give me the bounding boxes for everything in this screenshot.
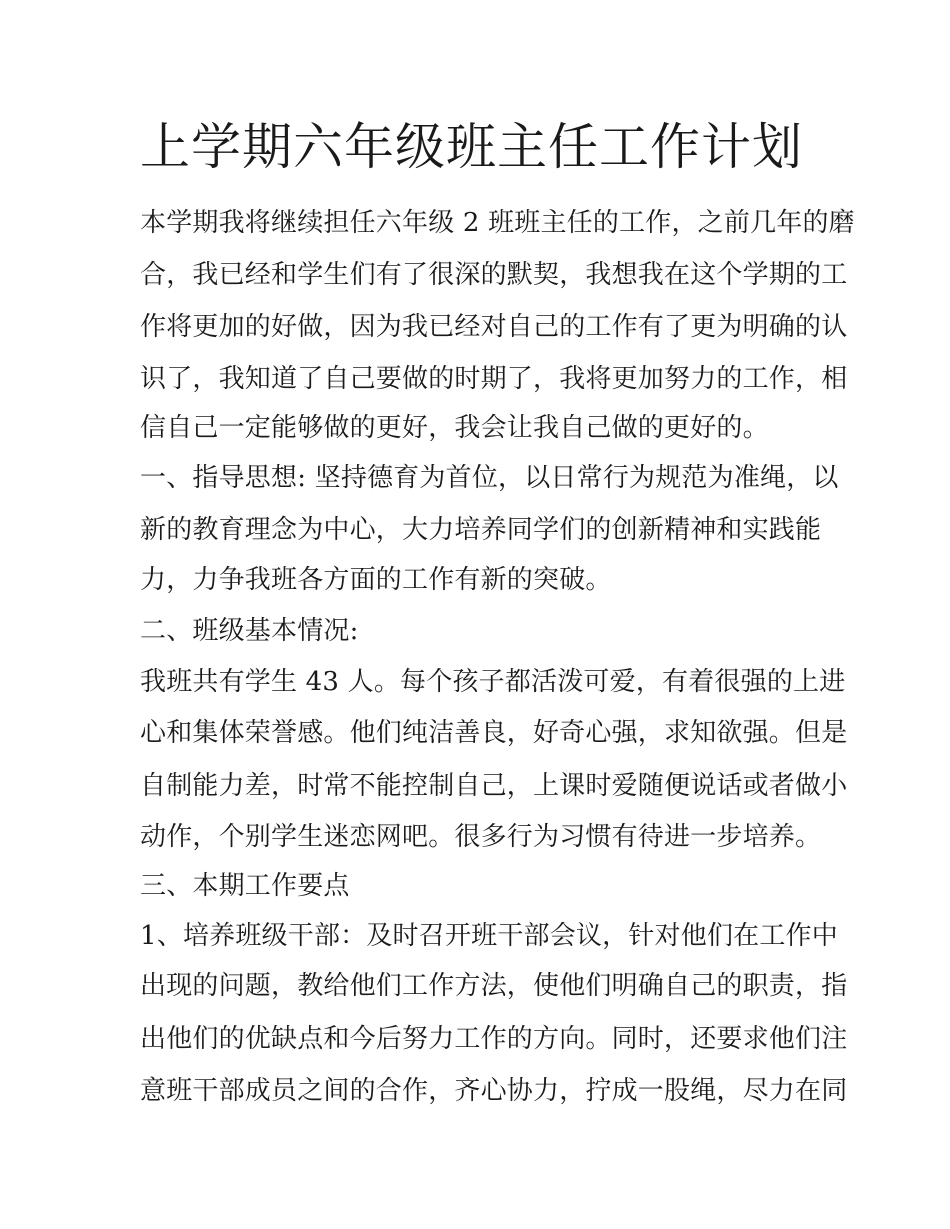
body-line: 出现的问题，教给他们工作方法，使他们明确自己的职责，指 [140,971,848,1001]
body-line: 力，力争我班各方面的工作有新的突破。 [140,565,612,595]
body-line: 1、培养班级干部：及时召开班干部会议，针对他们在工作中 [140,921,838,951]
section-heading-class-situation: 二、班级基本情况: [140,616,359,646]
body-line: 我班共有学生 43 人。每个孩子都活泼可爱，有着很强的上进 [140,667,846,697]
body-line: 动作，个别学生迷恋网吧。很多行为习惯有待进一步培养。 [140,822,822,852]
body-line: 意班干部成员之间的合作，齐心协力，拧成一股绳，尽力在同 [140,1076,848,1106]
section-heading-guiding-thought: 一、指导思想: 坚持德育为首位，以日常行为规范为准绳，以 [140,463,839,493]
body-line: 信自己一定能够做的更好，我会让我自己做的更好的。 [140,413,769,443]
body-line: 合，我已经和学生们有了很深的默契，我想我在这个学期的工 [140,260,848,290]
document-title: 上学期六年级班主任工作计划 [140,118,803,176]
body-line: 识了，我知道了自己要做的时期了，我将更加努力的工作，相 [140,364,848,394]
body-line: 出他们的优缺点和今后努力工作的方向。同时，还要求他们注 [140,1024,848,1054]
body-line: 作将更加的好做，因为我已经对自己的工作有了更为明确的认 [140,312,848,342]
section-heading-work-points: 三、本期工作要点 [140,871,350,901]
body-line: 自制能力差，时常不能控制自己，上课时爱随便说话或者做小 [140,771,848,801]
body-line: 本学期我将继续担任六年级 2 班班主任的工作，之前几年的磨 [140,208,855,238]
body-line: 心和集体荣誉感。他们纯洁善良，好奇心强，求知欲强。但是 [140,718,848,748]
body-line: 新的教育理念为中心，大力培养同学们的创新精神和实践能 [140,515,822,545]
